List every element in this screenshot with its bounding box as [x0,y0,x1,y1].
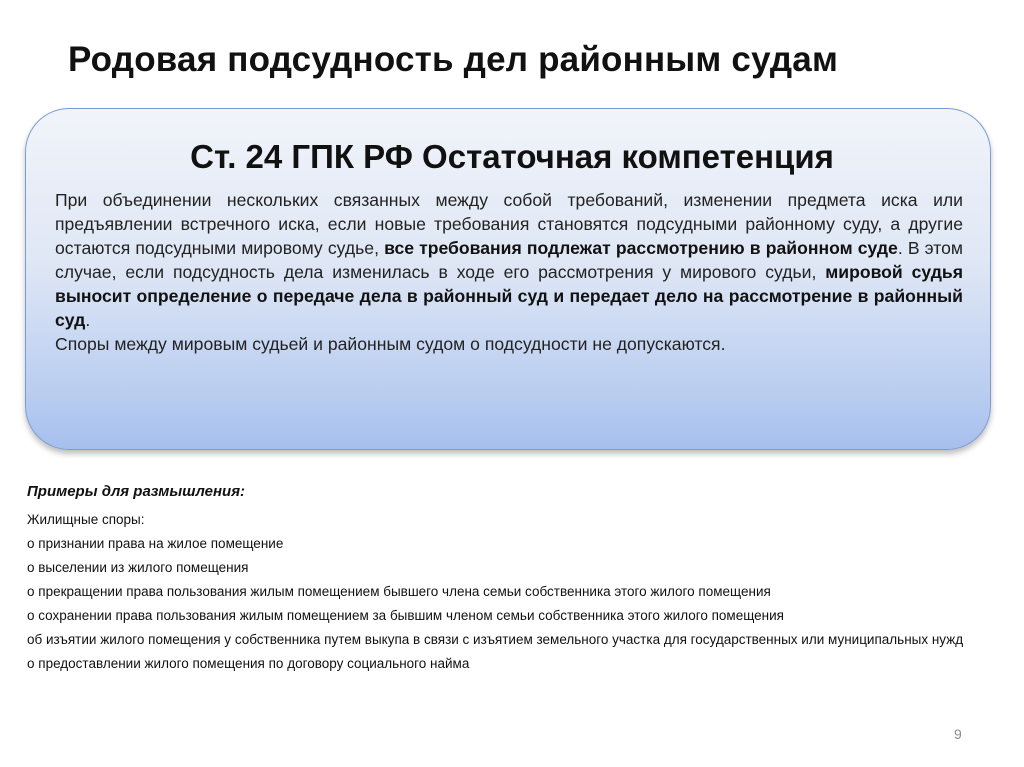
page-number: 9 [954,726,962,742]
article-emphasis-1: все требования подлежат рассмотрению в районном суде [384,238,898,258]
example-item: об изъятии жилого помещения у собственника путем выкупа в связи с изъятием земельного участка для государственных или муниципальных нужд [27,632,964,647]
article-paragraph-1 [55,188,963,332]
article-text [55,188,963,356]
slide-title: Родовая подсудность дел районным судам [68,40,839,79]
examples-section [27,483,997,676]
article-paragraph-2: Споры между мировым судьей и районным судом о подсудности не допускаются. [55,334,726,354]
article-heading: Ст. 24 ГПК РФ Остаточная компетенция [190,138,834,175]
example-item: о предоставлении жилого помещения по договору социального найма [27,656,470,671]
example-item: о выселении из жилого помещения [27,560,249,575]
example-item: о прекращении права пользования жилым помещением бывшего члена семьи собственника этого жилого помещения [27,584,771,599]
article-text-part-1: При объединении нескольких связанных между собой требований, изменении предмета иска или предъявлении встречного иска, если новые требования становятся подсудными районному суду, а другие остаются подсудными мировому судье, [55,190,963,258]
article-text-part-3: . [85,310,91,330]
article-emphasis-2: мировой судья выносит определение о передаче дела в районный суд и передает дело на рассмотрение в районный суд [55,262,963,330]
example-item: о сохранении права пользования жилым помещением за бывшим членом семьи собственника этого жилого помещения [27,608,784,623]
example-item: Жилищные споры: [27,512,145,527]
examples-heading: Примеры для размышления: [27,483,246,500]
article-text-part-2: . В этом случае, если подсудность дела изменилась в ходе его рассмотрения у мирового судьи, [55,238,963,282]
example-item: о признании права на жилое помещение [27,536,284,551]
